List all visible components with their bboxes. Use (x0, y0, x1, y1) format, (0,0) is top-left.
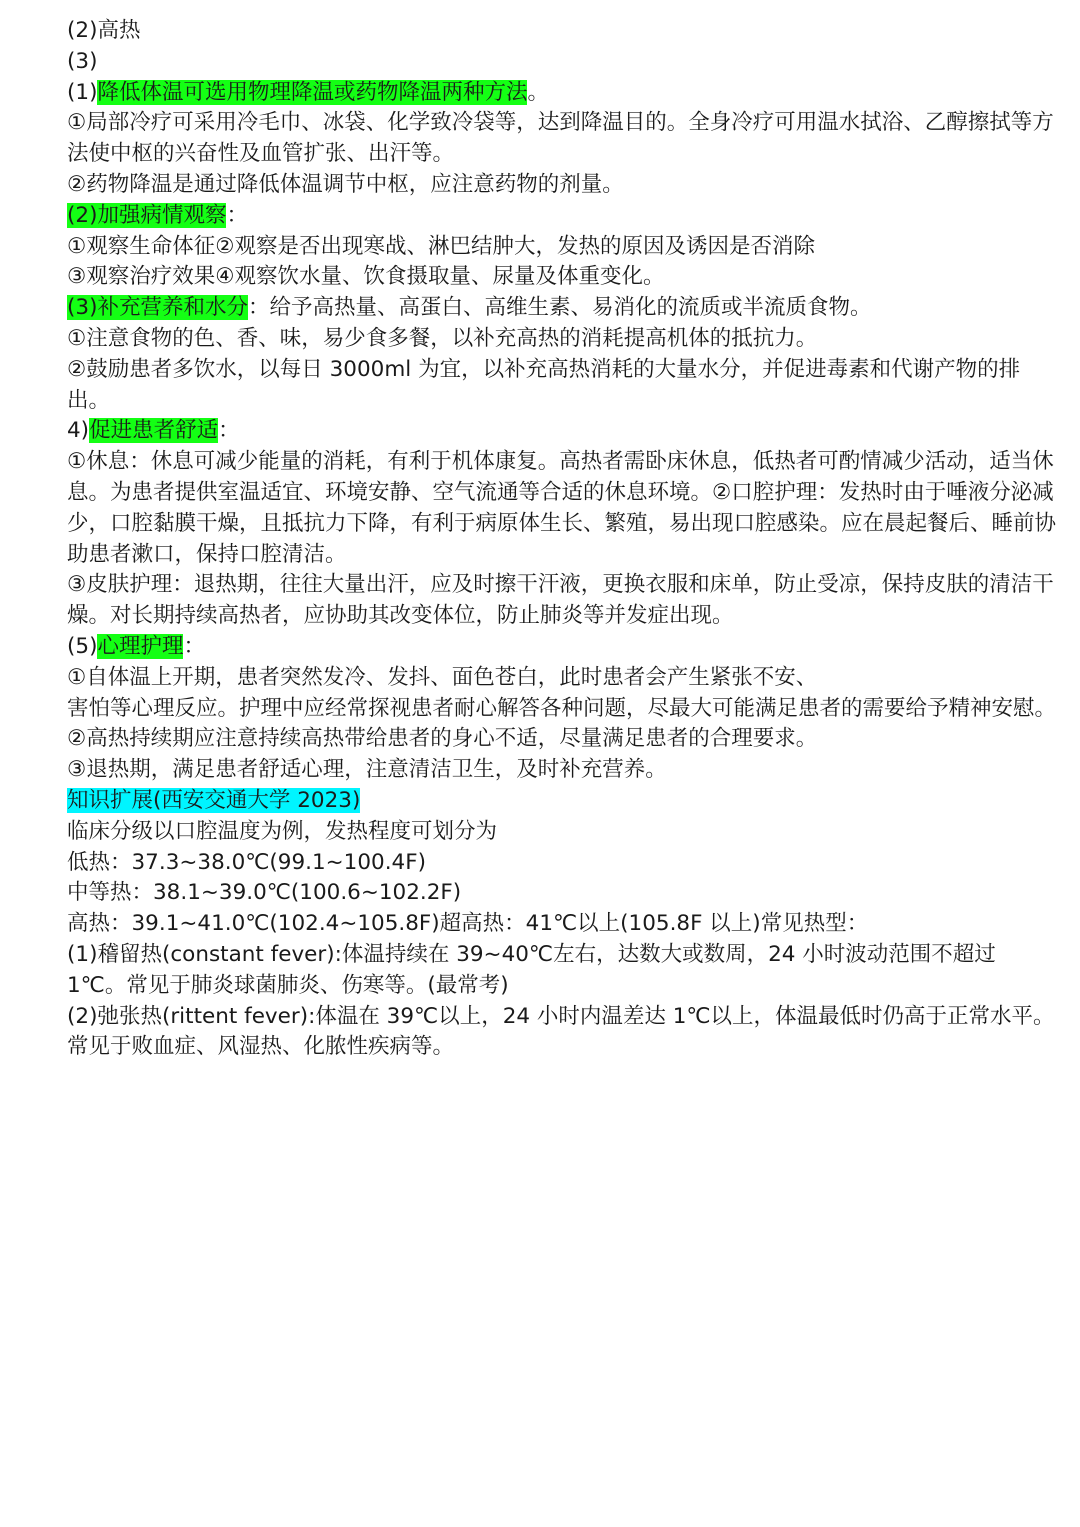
paragraph-text: ②高热持续期应注意持续高热带给患者的身心不适，尽量满足患者的合理要求。 (67, 726, 818, 752)
paragraph-text: ①局部冷疗可采用冷毛巾、冰袋、化学致冷袋等，达到降温目的。全身冷疗可用温水拭浴、乙醇擦拭等方法使中枢的兴奋性及血管扩张、出汗等。 (67, 110, 1054, 167)
paragraph (67, 724, 1059, 755)
paragraph (67, 355, 1059, 417)
paragraph-text: ③观察治疗效果④观察饮水量、饮食摄取量、尿量及体重变化。 (67, 264, 665, 290)
paragraph-text: ①休息：休息可减少能量的消耗，有利于机体康复。高热者需卧床休息，低热者可酌情减少活动，适当休息。为患者提供室温适宜、环境安静、空气流通等合适的休息环境。②口腔护理：发热时由于唾液分泌减少，口腔黏膜干燥，且抵抗力下降，有利于病原体生长、繁殖，易出现口腔感染。应在晨起餐后、睡前协助患者漱口，保持口腔清洁。 (67, 449, 1057, 567)
paragraph-text: (3) (67, 48, 98, 74)
paragraph-text: 高热：39.1~41.0℃(102.4~105.8F)超高热：41℃以上(105.8F 以上)常见热型： (67, 911, 869, 937)
section-heading (67, 78, 1059, 109)
knowledge-heading (67, 786, 1059, 817)
heading-suffix: ： (218, 418, 240, 444)
heading-suffix: 。 (527, 79, 549, 105)
paragraph (67, 755, 1059, 786)
document-body (67, 16, 1059, 1063)
paragraph (67, 663, 1059, 694)
heading-suffix: ： (183, 633, 205, 659)
paragraph-text: ①自体温上开期，患者突然发冷、发抖、面色苍白，此时患者会产生紧张不安、 (67, 664, 818, 690)
paragraph-text: 低热：37.3~38.0℃(99.1~100.4F) (67, 849, 426, 875)
paragraph (67, 232, 1059, 263)
highlighted-heading: (2)加强病情观察 (67, 202, 227, 228)
paragraph (67, 848, 1059, 879)
paragraph (67, 878, 1059, 909)
paragraph-text: ①注意食物的色、香、味，易少食多餐，以补充高热的消耗提高机体的抵抗力。 (67, 325, 818, 351)
paragraph-text: ②药物降温是通过降低体温调节中枢，应注意药物的剂量。 (67, 171, 624, 197)
paragraph-text: 临床分级以口腔温度为例，发热程度可划分为 (67, 818, 498, 844)
paragraph-text: ③退热期，满足患者舒适心理，注意清洁卫生，及时补充营养。 (67, 757, 667, 783)
highlighted-heading: 心理护理 (97, 633, 184, 659)
section-heading (67, 416, 1059, 447)
highlighted-knowledge-heading: 知识扩展(西安交通大学 2023) (67, 787, 361, 813)
highlighted-heading: (3)补充营养和水分 (67, 295, 248, 321)
paragraph-text: ③皮肤护理：退热期，往往大量出汗，应及时擦干汗液，更换衣服和床单，防止受凉，保持皮肤的清洁干燥。对长期持续高热者，应协助其改变体位，防止肺炎等并发症出现。 (67, 572, 1054, 629)
section-heading (67, 293, 1059, 324)
heading-suffix: ： (226, 202, 248, 228)
paragraph-text: ①观察生命体征②观察是否出现寒战、淋巴结肿大，发热的原因及诱因是否消除 (67, 233, 816, 259)
paragraph (67, 909, 1059, 940)
section-heading (67, 201, 1059, 232)
heading-prefix: 4) (67, 418, 90, 444)
paragraph (67, 817, 1059, 848)
heading-prefix: (5) (67, 633, 98, 659)
paragraph-text: 中等热：38.1~39.0℃(100.6~102.2F) (67, 880, 462, 906)
heading-prefix: (1) (67, 79, 98, 105)
paragraph-text: 害怕等心理反应。护理中应经常探视患者耐心解答各种问题，尽最大可能满足患者的需要给予精神安慰。 (67, 695, 1057, 721)
section-heading (67, 632, 1059, 663)
paragraph (67, 324, 1059, 355)
paragraph (67, 940, 1059, 1002)
paragraph (67, 16, 1059, 47)
paragraph (67, 170, 1059, 201)
paragraph (67, 108, 1059, 170)
paragraph-text: (2)高热 (67, 18, 141, 43)
highlighted-heading: 促进患者舒适 (89, 418, 219, 444)
paragraph-text: (1)稽留热(constant fever):体温持续在 39~40℃左右，达数大或数周，24 小时波动范围不超过 1℃。常见于肺炎球菌肺炎、伤寒等。(最常考) (67, 941, 1003, 998)
paragraph-text: (2)弛张热(rittent fever):体温在 39℃以上，24 小时内温差达 1℃以上，体温最低时仍高于正常水平。常见于败血症、风湿热、化脓性疾病等。 (67, 1003, 1055, 1060)
paragraph (67, 262, 1059, 293)
paragraph (67, 1002, 1059, 1064)
paragraph (67, 447, 1059, 570)
highlighted-heading: 降低体温可选用物理降温或药物降温两种方法 (97, 79, 528, 105)
paragraph (67, 694, 1059, 725)
paragraph (67, 47, 1059, 78)
heading-suffix: ：给予高热量、高蛋白、高维生素、易消化的流质或半流质食物。 (247, 295, 872, 321)
paragraph-text: ②鼓励患者多饮水，以每日 3000ml 为宜，以补充高热消耗的大量水分，并促进毒素和代谢产物的排出。 (67, 356, 1021, 413)
paragraph (67, 570, 1059, 632)
